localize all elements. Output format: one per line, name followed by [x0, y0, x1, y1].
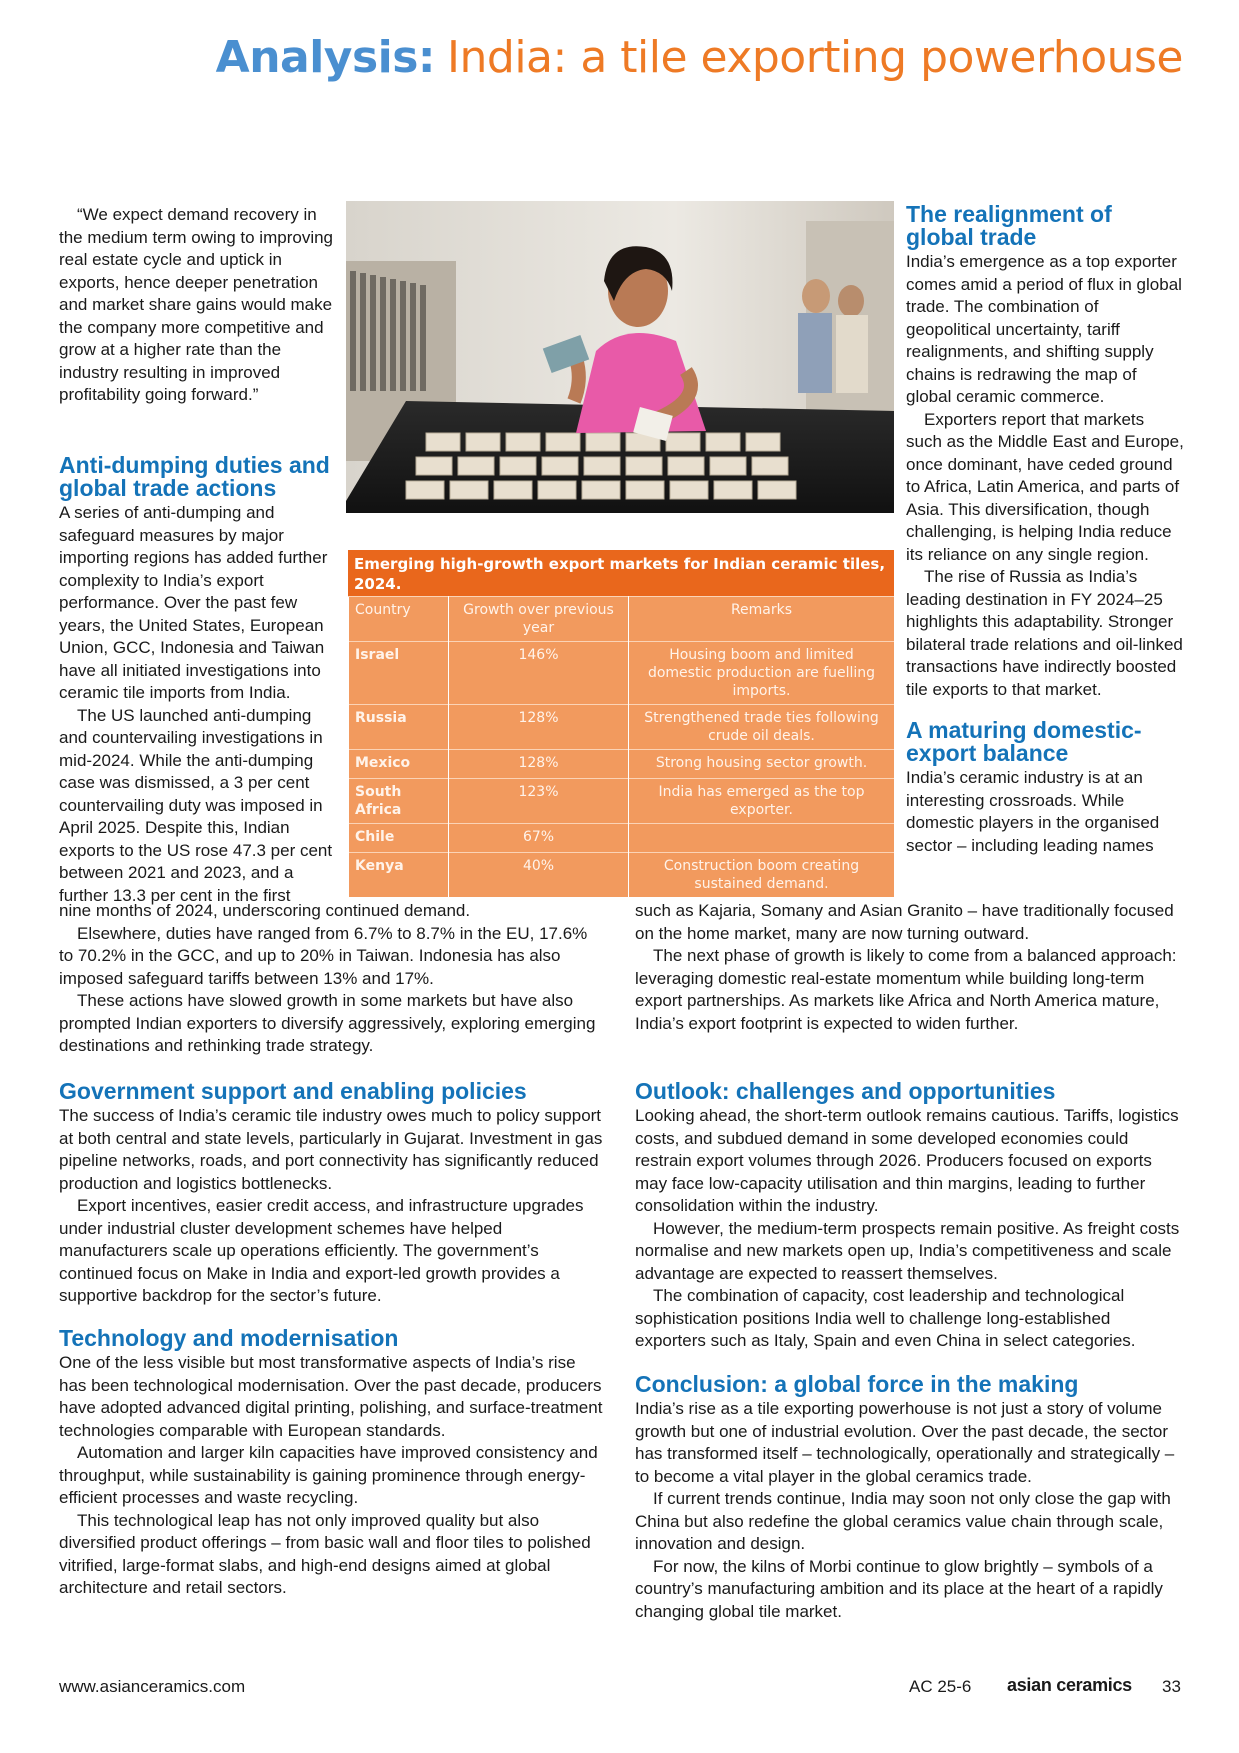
cell-growth: 128%	[449, 705, 629, 750]
technology-heading: Technology and modernisation	[59, 1325, 399, 1351]
cell-growth: 40%	[449, 853, 629, 898]
table-row	[349, 853, 895, 898]
antidumping-paragraph-2-cont: nine months of 2024, underscoring continued demand.	[59, 901, 471, 920]
maturing-paragraph-2: The next phase of growth is likely to come from a balanced approach: leveraging domestic real-estate momentum while building long-term export partnerships. As markets like Africa and North America mature, India’s export footprint is expected to widen further.	[635, 946, 1177, 1033]
antidumping-paragraph-3: Elsewhere, duties have ranged from 6.7% to 8.7% in the EU, 17.6% to 70.2% in the GCC, and up to 20% in Taiwan. Indonesia has also imposed safeguard tariffs between 13% and 17%.	[59, 923, 588, 988]
title-main: India: a tile exporting powerhouse	[447, 32, 1183, 83]
technology-section	[59, 1326, 605, 1600]
cell-remarks: Housing boom and limited domestic production are fuelling imports.	[629, 642, 895, 705]
maturing-paragraph-1-cont: such as Kajaria, Somany and Asian Granito – have traditionally focused on the home market, many are now turning outward.	[635, 901, 1174, 943]
antidumping-paragraph-4: These actions have slowed growth in some markets but have also prompted Indian exporters to diversify aggressively, exploring emerging destinations and rethinking trade strategy.	[59, 991, 596, 1055]
table-row	[349, 705, 895, 750]
conclusion-paragraph-3: For now, the kilns of Morbi continue to glow brightly – symbols of a country’s manufacturing ambition and its place at the heart of a rapidly changing global tile market.	[635, 1556, 1163, 1621]
quote-text: “We expect demand recovery in the medium term owing to improving real estate cycle and uptick in exports, hence deeper penetration and market share gains would make the company more competitive and grow at a higher rate than the industry resulting in improved profitability going forward.”	[59, 205, 334, 404]
table-row	[349, 642, 895, 705]
conclusion-heading: Conclusion: a global force in the making	[635, 1371, 1079, 1397]
cell-growth: 128%	[449, 750, 629, 779]
realignment-paragraph-2: Exporters report that markets such as the Middle East and Europe, once dominant, have ceded ground to Africa, Latin America, and parts of Asia. This diversification, though challenging, is helping India reduce its reliance on any single region.	[906, 409, 1184, 564]
antidumping-heading: Anti-dumping duties and global trade actions	[59, 452, 330, 501]
table-row	[349, 824, 895, 853]
realignment-paragraph-1: India’s emergence as a top exporter comes amid a period of flux in global trade. The combination of geopolitical uncertainty, tariff realignments, and shifting supply chains is redrawing the map of global ceramic commerce.	[906, 252, 1182, 406]
conclusion-section	[635, 1372, 1185, 1623]
table-row	[349, 750, 895, 779]
antidumping-section	[59, 454, 336, 907]
footer-issue: AC 25-6	[909, 1677, 972, 1696]
outlook-paragraph-3: The combination of capacity, cost leadership and technological sophistication positions India well to challenge long-established exporters such as Italy, Spain and even China in select categories.	[635, 1286, 1136, 1350]
cell-remarks: Construction boom creating sustained demand.	[629, 853, 895, 898]
column-header-remarks: Remarks	[629, 597, 895, 642]
cell-country: Chile	[349, 824, 449, 853]
export-markets-table	[348, 550, 894, 897]
cell-country: Russia	[349, 705, 449, 750]
cell-country: South Africa	[349, 779, 449, 824]
cell-remarks: Strong housing sector growth.	[629, 750, 895, 779]
realignment-paragraph-3: The rise of Russia as India’s leading destination in FY 2024–25 highlights this adaptability. Stronger bilateral trade relations and oil-linked transactions have indirectly boosted tile exports to that market.	[906, 567, 1183, 699]
technology-paragraph-2: Automation and larger kiln capacities have improved consistency and throughput, while sustainability is gaining prominence through energy-efficient processes and waste recycling.	[59, 1443, 598, 1507]
outlook-heading: Outlook: challenges and opportunities	[635, 1078, 1056, 1104]
outlook-paragraph-1: Looking ahead, the short-term outlook remains cautious. Tariffs, logistics costs, and subdued demand in some developed economies could restrain export volumes through 2026. Producers focused on exports may face low-capacity utilisation and thin margins, leading to further consolidation within the industry.	[635, 1106, 1179, 1215]
antidumping-continued	[59, 900, 605, 1058]
government-paragraph-2: Export incentives, easier credit access, and infrastructure upgrades under industrial cluster development schemes have helped manufacturers scale up operations efficiently. The government’s continued focus on Make in India and export-led growth provides a supportive backdrop for the sector’s future.	[59, 1196, 584, 1305]
realignment-heading: The realignment of global trade	[906, 201, 1112, 250]
cell-growth: 146%	[449, 642, 629, 705]
cell-remarks: Strengthened trade ties following crude oil deals.	[629, 705, 895, 750]
footer-magazine-name: asian ceramics	[1007, 1675, 1132, 1695]
maturing-continued	[635, 900, 1185, 1035]
showroom-photo	[346, 201, 894, 513]
antidumping-paragraph-2: The US launched anti-dumping and countervailing investigations in mid-2024. While the anti-dumping case was dismissed, a 3 per cent countervailing duty was imposed in April 2025. Despite this, Indian exports to the US rose 47.3 per cent between 2021 and 2023, and a further 13.3 per cent in the first	[59, 705, 333, 905]
cell-country: Kenya	[349, 853, 449, 898]
column-header-country: Country	[349, 597, 449, 642]
right-column	[906, 203, 1184, 857]
cell-growth: 67%	[449, 824, 629, 853]
footer-page-number: 33	[1162, 1677, 1181, 1696]
outlook-section	[635, 1079, 1185, 1353]
cell-remarks	[629, 824, 895, 853]
footer-website-link[interactable]: www.asianceramics.com	[59, 1677, 246, 1696]
technology-paragraph-3: This technological leap has not only improved quality but also diversified product offerings – from basic wall and floor tiles to polished vitrified, large-format slabs, and high-end designs aimed at global architecture and retail sectors.	[59, 1510, 591, 1597]
government-paragraph-1: The success of India’s ceramic tile industry owes much to policy support at both central and state levels, particularly in Gujarat. Investment in gas pipeline networks, roads, and port connectivity has significantly reduced production and logistics bottlenecks.	[59, 1106, 603, 1193]
maturing-paragraph-1: India’s ceramic industry is at an interesting crossroads. While domestic players in the organised sector – including leading names	[906, 768, 1160, 855]
government-section	[59, 1079, 605, 1308]
title-prefix: Analysis:	[215, 32, 436, 83]
table-header-row	[349, 597, 895, 642]
quote-block	[59, 204, 334, 407]
maturing-heading: A maturing domestic-export balance	[906, 717, 1142, 766]
cell-growth: 123%	[449, 779, 629, 824]
conclusion-paragraph-1: India’s rise as a tile exporting powerhouse is not just a story of volume growth but one of industrial evolution. Over the past decade, the sector has transformed itself – technologically, operationally and strategically – to become a vital player in the global ceramics trade.	[635, 1399, 1175, 1486]
column-header-growth: Growth over previous year	[449, 597, 629, 642]
page-title	[216, 30, 1183, 86]
table-grid	[348, 596, 895, 897]
outlook-paragraph-2: However, the medium-term prospects remain positive. As freight costs normalise and new markets open up, India’s competitiveness and scale advantage are expected to reassert themselves.	[635, 1218, 1180, 1283]
cell-remarks: India has emerged as the top exporter.	[629, 779, 895, 824]
conclusion-paragraph-2: If current trends continue, India may soon not only close the gap with China but also redefine the global ceramics value chain through scale, innovation and design.	[635, 1489, 1171, 1553]
antidumping-paragraph-1: A series of anti-dumping and safeguard measures by major importing regions has added further complexity to India’s export performance. Over the past few years, the United States, European Union, GCC, Indonesia and Taiwan have all initiated investigations into ceramic tile imports from India.	[59, 503, 328, 702]
cell-country: Israel	[349, 642, 449, 705]
cell-country: Mexico	[349, 750, 449, 779]
table-row	[349, 779, 895, 824]
table-title: Emerging high-growth export markets for Indian ceramic tiles, 2024.	[348, 550, 894, 596]
technology-paragraph-1: One of the less visible but most transformative aspects of India’s rise has been technological modernisation. Over the past decade, producers have adopted advanced digital printing, polishing, and surface-treatment technologies comparable with European standards.	[59, 1353, 603, 1440]
woman-selecting-tiles-image	[346, 201, 894, 513]
government-heading: Government support and enabling policies	[59, 1078, 527, 1104]
